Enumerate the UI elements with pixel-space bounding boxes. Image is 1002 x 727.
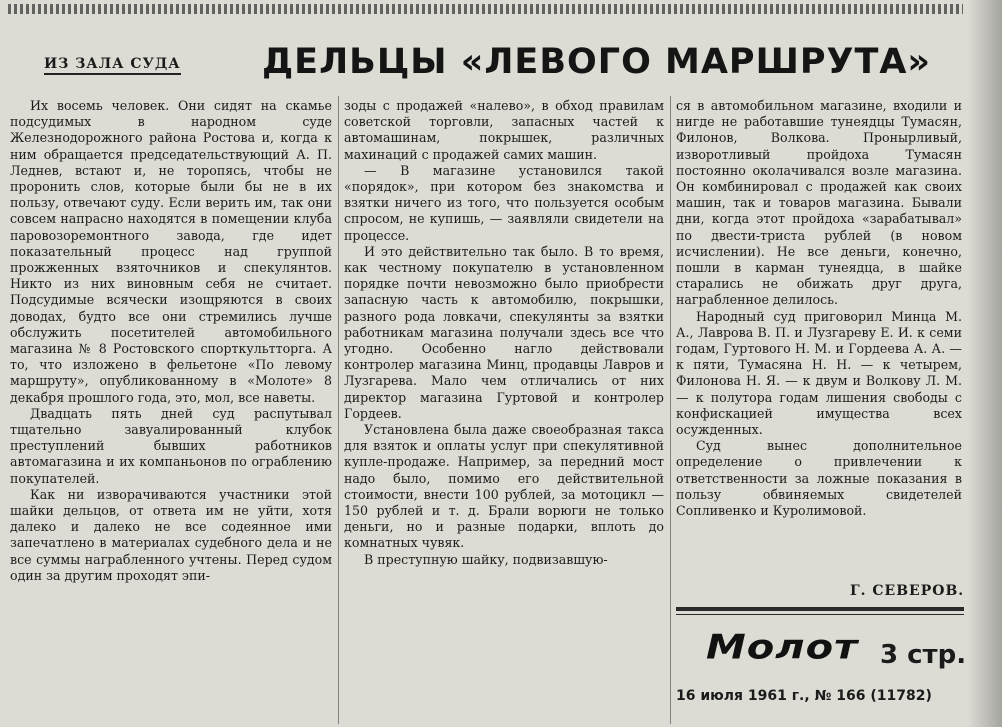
paragraph: Как ни изворачиваются участники этой шайки дельцов, от ответа им не уйти, хотя далеко и далеко не все содеянное ими запечатлено в материалах судебного дела и не все суммы награбленного учтены. Перед судом один за другим проходят эпи-: [10, 486, 332, 583]
paragraph: Народный суд приговорил Минца М. А., Лаврова В. П. и Лузгареву Е. И. к семи годам, Гуртового Н. М. и Гордеева А. А. — к пяти, Тумасяна Н. Н. — к четырем, Филонова Н. Я. — к двум и Волкову Л. М. — к полутора годам лишения свободы с конфискацией имущества всех осужденных.: [676, 308, 962, 438]
page-number: 3 стр.: [880, 640, 967, 670]
issue-dateline: 16 июля 1961 г., № 166 (11782): [676, 688, 932, 704]
paragraph: В преступную шайку, подвизавшую-: [364, 551, 608, 567]
paragraph: зоды с продажей «налево», в обход правилам советской торговли, запасных частей к автомашинам, покрышек, различных махинаций с продажей самих машин.: [344, 98, 664, 162]
section-rubric: ИЗ ЗАЛА СУДА: [44, 56, 181, 75]
article-column-3: [676, 98, 965, 600]
paragraph: Двадцать пять дней суд распутывал тщательно завуалированный клубок преступлений бывших работников автомагазина и их компаньонов по ограблению покупателей.: [10, 405, 332, 486]
paragraph: И это действительно так было. В то время, как честному покупателю в установленном порядке почти невозможно было приобрести запасную часть к автомобилю, покрышки, разного рода ловкачи, спекулянты за взятки работникам магазина получали здесь все что угодно. Особенно нагло действовали контролер магазина Минц, продавцы Лавров и Лузгарева. Мало чем отличались от них директор магазина Гуртовой и контролер Гордеев.: [344, 243, 664, 421]
paragraph: Установлена была даже своеобразная такса для взяток и оплаты услуг при спекулятивной купле-продаже. Например, за передний мост надо было, помимо его действительной стоимости, внести 100 рублей, за мотоцикл — 150 рублей и т. д. Брали ворюги не только деньги, но и разные подарки, вплоть до комнатных чувяк.: [344, 422, 664, 551]
paragraph: ся в автомобильном магазине, входили и нигде не работавшие тунеядцы Тумасян, Филонов, Волкова. Пронырливый, изворотливый пройдоха Тумасян постоянно околачивался возле магазина. Он комбинировал с продажей как своих машин, так и товаров магазина. Бывали дни, когда этот пройдоха «зарабатывал» по двести-триста рублей (в новом исчислении). Не все деньги, конечно, пошли в карман тунеядца, в шайке старались не обижать друг друга, награбленное делилось.: [676, 98, 962, 308]
paragraph: — В магазине установился такой «порядок», при котором без знакомства и взятки ничего из того, что пользуется особым спросом, не купишь, — заявляли свидетели на процессе.: [344, 162, 664, 243]
article-column-1: [10, 98, 332, 723]
column-divider: [670, 96, 671, 724]
footer-rule-thin: [676, 614, 964, 615]
paragraph: Их восемь человек. Они сидят на скамье подсудимых в народном суде Железнодорожного района Ростова и, когда к ним обращается председательствующий А. П. Леднев, встают и, не торопясь, чтобы не проронить слов, которые были бы не в их пользу, отвечают суду. Если верить им, так они совсем напрасно находятся в помещении клуба паровозоремонтного завода, где идет показательный процесс над группой прожженных взяточников и спекулянтов. Никто из них виновным себя не считает. Подсудимые всячески изощряются в своих доводах, будто все они стремились лучше обслужить посетителей автомобильного магазина № 8 Ростовского спорткультторга. А то, что изложено в фельетоне «По левому маршруту», опубликованному в «Молоте» 8 декабря прошлого года, это, мол, все наветы.: [10, 98, 332, 405]
article-headline: ДЕЛЬЦЫ «ЛЕВОГО МАРШРУТА»: [262, 42, 932, 82]
article-column-2: [344, 98, 664, 723]
top-decorative-rule: [8, 4, 963, 14]
newspaper-masthead: Молот: [706, 628, 859, 668]
article-author: Г. СЕВЕРОВ.: [850, 583, 965, 599]
page-edge-shadow: [968, 0, 1002, 727]
footer-rule-thick: [676, 607, 964, 611]
column-divider: [338, 96, 339, 724]
paragraph: Суд вынес дополнительное определение о привлечении к ответственности за ложные показания в пользу обвиняемых свидетелей Сопливенко и Куролимовой.: [676, 438, 962, 519]
